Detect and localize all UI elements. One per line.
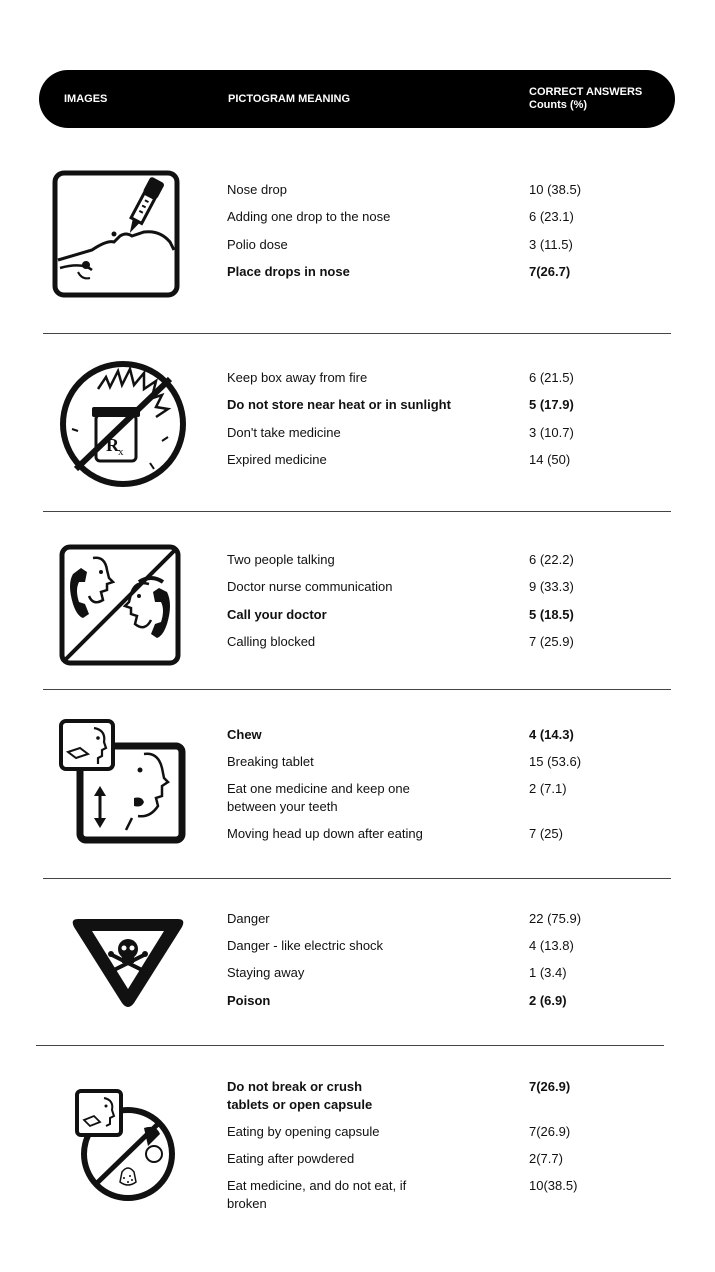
meaning-text: Do not store near heat or in sunlight [227,397,451,412]
header-meaning: PICTOGRAM MEANING [228,93,351,105]
meaning-text: Doctor nurse communication [227,579,393,594]
svg-text:x: x [118,446,124,458]
count-text: 7 (25.9) [529,634,574,649]
call-doctor-icon [59,544,181,666]
meaning-text: Keep box away from fire [227,370,368,385]
nose-drop-icon [52,170,180,298]
meaning-text: Eat one medicine and keep one between your teeth [227,781,410,814]
meaning-text: Do not break or crush tablets or open capsule [227,1079,373,1112]
meaning-text: Expired medicine [227,452,327,467]
no-heat-storage-icon [58,359,188,489]
section-divider [36,1045,664,1046]
meaning-text: Nose drop [227,182,287,197]
meaning-text: Staying away [227,965,305,980]
count-text: 6 (22.2) [529,552,574,567]
count-text: 2 (7.1) [529,781,567,796]
count-text: 1 (3.4) [529,965,567,980]
count-text: 7(26.9) [529,1079,571,1094]
meaning-text: Danger - like electric shock [227,938,384,953]
section-divider [43,333,671,334]
count-text: 10(38.5) [529,1178,578,1193]
count-text: 7(26.9) [529,1124,571,1139]
meaning-text: Danger [227,911,270,926]
count-text: 4 (14.3) [529,727,574,742]
count-text: 9 (33.3) [529,579,574,594]
count-text: 5 (18.5) [529,607,574,622]
meaning-text: Adding one drop to the nose [227,209,391,224]
meaning-text: Poison [227,993,271,1008]
meaning-text: Moving head up down after eating [227,826,423,841]
count-text: 14 (50) [529,452,571,467]
count-text: 10 (38.5) [529,182,582,197]
svg-text:R: R [106,435,119,455]
poison-icon [68,915,188,1011]
meaning-text: Breaking tablet [227,754,314,769]
count-text: 15 (53.6) [529,754,582,769]
header-images: IMAGES [64,93,108,105]
chew-icon [58,718,188,846]
count-text: 7(26.7) [529,264,571,279]
meaning-text: Don't take medicine [227,425,341,440]
count-text: 22 (75.9) [529,911,582,926]
section-divider [43,878,671,879]
section-divider [43,689,671,690]
meaning-text: Eat medicine, and do not eat, if broken [227,1178,407,1211]
meaning-text: Chew [227,727,262,742]
count-text: 6 (23.1) [529,209,574,224]
count-text: 3 (11.5) [529,237,573,252]
meaning-text: Eating after powdered [227,1151,355,1166]
meaning-text: Place drops in nose [227,264,350,279]
count-text: 5 (17.9) [529,397,574,412]
meaning-text: Eating by opening capsule [227,1124,380,1139]
meaning-text: Polio dose [227,237,288,252]
table-header [39,70,675,128]
count-text: 6 (21.5) [529,370,574,385]
meaning-text: Two people talking [227,552,335,567]
meaning-text: Call your doctor [227,607,327,622]
do-not-crush-icon [74,1088,178,1204]
header-correct-title: CORRECT ANSWERS [529,86,643,98]
section-divider [43,511,671,512]
header-correct [529,86,642,112]
meaning-text: Calling blocked [227,634,316,649]
header-counts: Counts (%) [529,99,588,111]
count-text: 2(7.7) [529,1151,563,1166]
count-text: 4 (13.8) [529,938,574,953]
count-text: 3 (10.7) [529,425,574,440]
count-text: 7 (25) [529,826,563,841]
count-text: 2 (6.9) [529,993,567,1008]
